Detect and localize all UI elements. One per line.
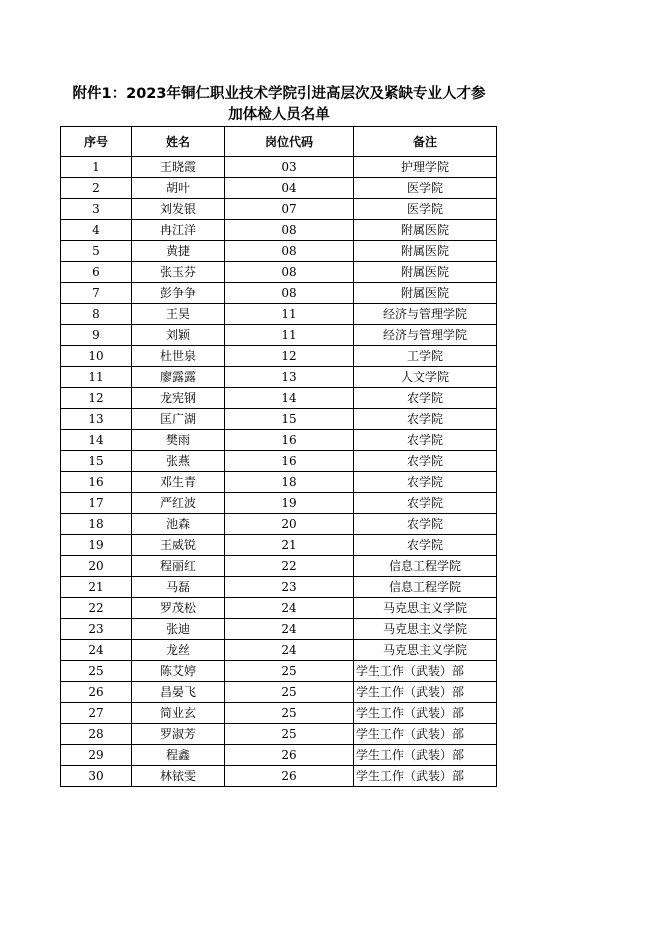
cell-name: 胡叶 <box>132 178 225 199</box>
cell-remarks: 学生工作（武装）部 <box>354 766 497 787</box>
cell-position-code: 13 <box>225 367 354 388</box>
cell-remarks: 农学院 <box>354 493 497 514</box>
cell-position-code: 19 <box>225 493 354 514</box>
cell-position-code: 25 <box>225 682 354 703</box>
table-row <box>61 640 497 661</box>
cell-remarks: 附属医院 <box>354 262 497 283</box>
cell-position-code: 04 <box>225 178 354 199</box>
cell-name: 池森 <box>132 514 225 535</box>
cell-position-code: 11 <box>225 304 354 325</box>
cell-remarks: 信息工程学院 <box>354 577 497 598</box>
cell-remarks: 附属医院 <box>354 241 497 262</box>
cell-remarks: 学生工作（武装）部 <box>354 703 497 724</box>
cell-name: 王威锐 <box>132 535 225 556</box>
table-row <box>61 472 497 493</box>
cell-name: 刘发银 <box>132 199 225 220</box>
cell-remarks: 农学院 <box>354 535 497 556</box>
cell-remarks: 农学院 <box>354 430 497 451</box>
table-row <box>61 283 497 304</box>
table-row <box>61 745 497 766</box>
cell-serial-number: 27 <box>61 703 132 724</box>
cell-remarks: 工学院 <box>354 346 497 367</box>
cell-name: 匡广湖 <box>132 409 225 430</box>
table-row <box>61 304 497 325</box>
cell-name: 龙丝 <box>132 640 225 661</box>
cell-remarks: 马克思主义学院 <box>354 640 497 661</box>
cell-serial-number: 29 <box>61 745 132 766</box>
cell-serial-number: 6 <box>61 262 132 283</box>
cell-serial-number: 5 <box>61 241 132 262</box>
cell-position-code: 16 <box>225 430 354 451</box>
cell-name: 马磊 <box>132 577 225 598</box>
cell-position-code: 26 <box>225 745 354 766</box>
cell-position-code: 25 <box>225 724 354 745</box>
cell-position-code: 03 <box>225 157 354 178</box>
cell-name: 王晓霞 <box>132 157 225 178</box>
table-row <box>61 535 497 556</box>
table-row <box>61 703 497 724</box>
cell-serial-number: 2 <box>61 178 132 199</box>
cell-serial-number: 13 <box>61 409 132 430</box>
cell-name: 陈艾婷 <box>132 661 225 682</box>
cell-serial-number: 9 <box>61 325 132 346</box>
table-row <box>61 598 497 619</box>
cell-name: 黄捷 <box>132 241 225 262</box>
cell-serial-number: 20 <box>61 556 132 577</box>
cell-serial-number: 28 <box>61 724 132 745</box>
header-serial-number: 序号 <box>61 127 132 157</box>
cell-name: 张迪 <box>132 619 225 640</box>
table-row <box>61 661 497 682</box>
cell-name: 刘颖 <box>132 325 225 346</box>
cell-name: 樊雨 <box>132 430 225 451</box>
cell-serial-number: 3 <box>61 199 132 220</box>
cell-remarks: 经济与管理学院 <box>354 325 497 346</box>
cell-name: 程丽红 <box>132 556 225 577</box>
cell-remarks: 学生工作（武装）部 <box>354 745 497 766</box>
table-row <box>61 388 497 409</box>
cell-serial-number: 10 <box>61 346 132 367</box>
cell-name: 彭争争 <box>132 283 225 304</box>
cell-remarks: 学生工作（武装）部 <box>354 724 497 745</box>
table-row <box>61 409 497 430</box>
cell-position-code: 26 <box>225 766 354 787</box>
cell-serial-number: 7 <box>61 283 132 304</box>
cell-name: 昌晏飞 <box>132 682 225 703</box>
cell-remarks: 农学院 <box>354 514 497 535</box>
cell-remarks: 附属医院 <box>354 283 497 304</box>
table-row <box>61 367 497 388</box>
cell-name: 张玉芬 <box>132 262 225 283</box>
cell-name: 邓生青 <box>132 472 225 493</box>
cell-position-code: 22 <box>225 556 354 577</box>
table-row <box>61 262 497 283</box>
cell-remarks: 农学院 <box>354 388 497 409</box>
header-name: 姓名 <box>132 127 225 157</box>
cell-name: 林铱雯 <box>132 766 225 787</box>
cell-serial-number: 18 <box>61 514 132 535</box>
table-row <box>61 430 497 451</box>
document-title-line-2: 加体检人员名单 <box>228 107 330 123</box>
cell-position-code: 12 <box>225 346 354 367</box>
cell-position-code: 25 <box>225 703 354 724</box>
cell-remarks: 学生工作（武装）部 <box>354 682 497 703</box>
cell-position-code: 08 <box>225 283 354 304</box>
cell-position-code: 18 <box>225 472 354 493</box>
cell-position-code: 16 <box>225 451 354 472</box>
cell-serial-number: 4 <box>61 220 132 241</box>
cell-remarks: 经济与管理学院 <box>354 304 497 325</box>
cell-position-code: 08 <box>225 262 354 283</box>
table-body <box>61 157 497 787</box>
cell-serial-number: 22 <box>61 598 132 619</box>
cell-serial-number: 19 <box>61 535 132 556</box>
cell-serial-number: 30 <box>61 766 132 787</box>
cell-name: 程鑫 <box>132 745 225 766</box>
cell-position-code: 07 <box>225 199 354 220</box>
table-row <box>61 451 497 472</box>
cell-position-code: 25 <box>225 661 354 682</box>
candidate-table <box>60 126 497 787</box>
cell-remarks: 医学院 <box>354 199 497 220</box>
table-row <box>61 724 497 745</box>
cell-position-code: 14 <box>225 388 354 409</box>
cell-name: 简业玄 <box>132 703 225 724</box>
table-row <box>61 241 497 262</box>
cell-remarks: 护理学院 <box>354 157 497 178</box>
header-position-code: 岗位代码 <box>225 127 354 157</box>
cell-serial-number: 25 <box>61 661 132 682</box>
cell-position-code: 11 <box>225 325 354 346</box>
cell-name: 张燕 <box>132 451 225 472</box>
cell-name: 罗淑芳 <box>132 724 225 745</box>
table-row <box>61 325 497 346</box>
cell-position-code: 08 <box>225 241 354 262</box>
cell-serial-number: 12 <box>61 388 132 409</box>
cell-name: 罗茂松 <box>132 598 225 619</box>
cell-position-code: 08 <box>225 220 354 241</box>
cell-remarks: 信息工程学院 <box>354 556 497 577</box>
cell-serial-number: 8 <box>61 304 132 325</box>
cell-serial-number: 23 <box>61 619 132 640</box>
cell-remarks: 农学院 <box>354 409 497 430</box>
cell-name: 冉江洋 <box>132 220 225 241</box>
cell-remarks: 马克思主义学院 <box>354 598 497 619</box>
table-row <box>61 619 497 640</box>
table-row <box>61 682 497 703</box>
table-row <box>61 199 497 220</box>
cell-remarks: 农学院 <box>354 472 497 493</box>
cell-serial-number: 15 <box>61 451 132 472</box>
cell-remarks: 马克思主义学院 <box>354 619 497 640</box>
cell-serial-number: 26 <box>61 682 132 703</box>
cell-position-code: 20 <box>225 514 354 535</box>
cell-serial-number: 14 <box>61 430 132 451</box>
cell-position-code: 15 <box>225 409 354 430</box>
table-row <box>61 556 497 577</box>
cell-remarks: 农学院 <box>354 451 497 472</box>
cell-position-code: 23 <box>225 577 354 598</box>
header-remarks: 备注 <box>354 127 497 157</box>
cell-name: 严红波 <box>132 493 225 514</box>
cell-position-code: 24 <box>225 598 354 619</box>
cell-remarks: 人文学院 <box>354 367 497 388</box>
table-row <box>61 178 497 199</box>
document-title-line-1: 附件1：2023年铜仁职业技术学院引进高层次及紧缺专业人才参 <box>72 86 486 102</box>
cell-serial-number: 1 <box>61 157 132 178</box>
document-title <box>0 84 558 126</box>
cell-serial-number: 24 <box>61 640 132 661</box>
cell-serial-number: 11 <box>61 367 132 388</box>
table-row <box>61 577 497 598</box>
table-row <box>61 220 497 241</box>
table-row <box>61 157 497 178</box>
cell-remarks: 附属医院 <box>354 220 497 241</box>
cell-position-code: 21 <box>225 535 354 556</box>
cell-position-code: 24 <box>225 640 354 661</box>
cell-serial-number: 17 <box>61 493 132 514</box>
cell-name: 廖露露 <box>132 367 225 388</box>
cell-remarks: 学生工作（武装）部 <box>354 661 497 682</box>
table-row <box>61 766 497 787</box>
table-header-row <box>61 127 497 157</box>
cell-name: 王昊 <box>132 304 225 325</box>
cell-serial-number: 16 <box>61 472 132 493</box>
table-row <box>61 514 497 535</box>
cell-remarks: 医学院 <box>354 178 497 199</box>
table-row <box>61 493 497 514</box>
cell-name: 杜世泉 <box>132 346 225 367</box>
table-row <box>61 346 497 367</box>
cell-serial-number: 21 <box>61 577 132 598</box>
cell-position-code: 24 <box>225 619 354 640</box>
cell-name: 龙宪钢 <box>132 388 225 409</box>
